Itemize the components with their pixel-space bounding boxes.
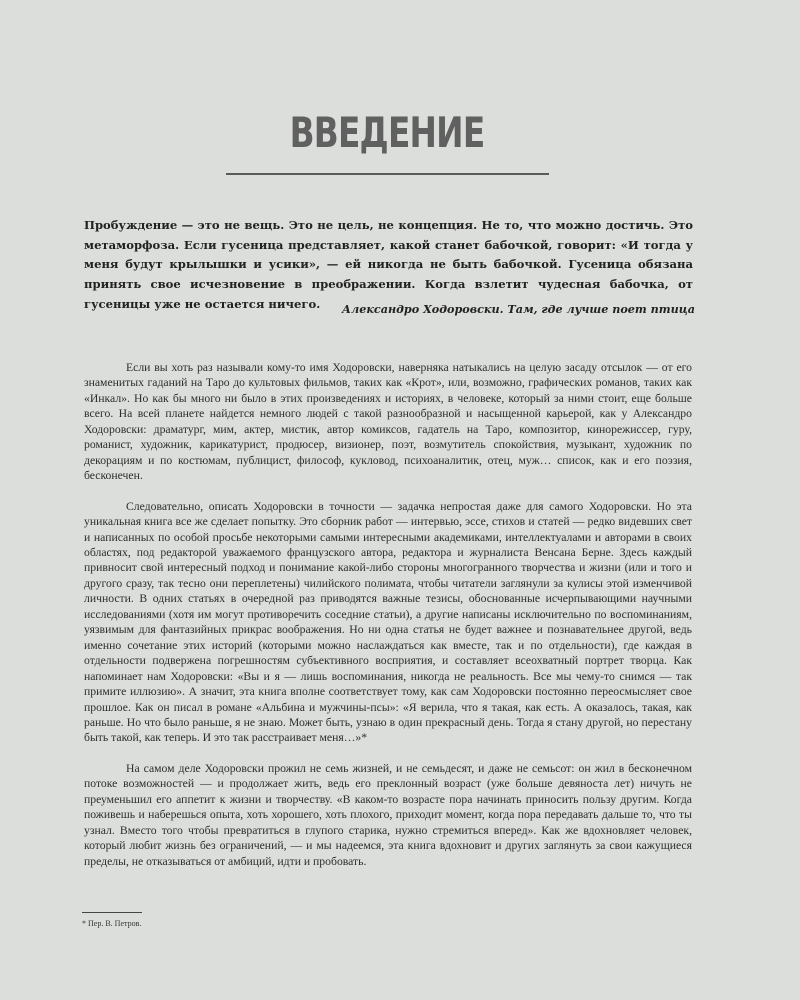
chapter-title: ВВЕДЕНИЕ	[289, 108, 485, 157]
body-text	[84, 360, 692, 884]
body-paragraph-3: На самом деле Ходоровски прожил не семь жизней, и не семьдесят, и даже не семьсот: он жил в бесконечном потоке возможностей — и продолжает жить, ведь его преклонный возраст (уже больше девяноста лет) ничуть не преуменьшил его аппетит к жизни и творчеству. «В каком-то возрасте пора начинать приносить пользу другим. Когда поживешь и наберешься опыта, хоть хорошего, хоть плохого, приходит момент, когда пора передавать дальше то, что ты узнал. Вместо того чтобы превратиться в глупого старика, нужно стремиться вперед». Как же вдохновляет человек, который любит жизнь без ограничений, — и мы надеемся, эта книга вдохновит и других заглянуть за свои кажущиеся пределы, не отказываться от амбиций, идти и пробовать.	[84, 761, 692, 868]
body-paragraph-1: Если вы хоть раз называли кому-то имя Ходоровски, наверняка натыкались на целую засаду отсылок — от его знаменитых гаданий на Таро до культовых фильмов, таких как «Крот», или, возможно, графических романов, таких как «Инкал». Но как бы много ни было в этих произведениях и историях, в человеке, который за ними стоит, еще больше всего. На всей планете найдется немного людей с такой разнообразной и насыщенной карьерой, как у Александро Ходоровски: драматург, мим, актер, мистик, автор комиксов, гадатель на Таро, композитор, кинорежиссер, гуру, романист, художник, карикатурист, продюсер, визионер, поэт, возмутитель спокойствия, музыкант, художник по декорациям и по костюмам, публицист, философ, кукловод, психоаналитик, отец, муж… список, как и его поэзия, бесконечен.	[84, 361, 692, 483]
epigraph-attribution: Александро Ходоровски. Там, где лучше поет птица	[341, 302, 695, 316]
footnote-divider	[82, 912, 142, 913]
title-divider	[226, 173, 549, 175]
epigraph-text: Пробуждение — это не вещь. Это не цель, не концепция. Не то, что можно достичь. Это метаморфоза. Если гусеница представляет, какой станет бабочкой, говорит: «И тогда у меня будут крылышки и усики», — ей никогда не быть бабочкой. Гусеница обязана принять свое исчезновение в преображении. Когда взлетит чудесная бабочка, от гусеницы уже не остается ничего.	[84, 218, 693, 311]
body-paragraph-2: Следовательно, описать Ходоровски в точности — задачка непростая даже для самого Ходоровски. Но эта уникальная книга все же сделает попытку. Это сборник работ — интервью, эссе, стихов и статей — редко видевших свет и написанных по особой просьбе некоторыми самыми интересными академиками, интеллектуалами и авторами в своих областях, под редакторой уважаемого французского автора, редактора и журналиста Венсана Берне. Здесь каждый привносит свой интересный подход и понимание какой-либо стороны многогранного творчества и жизни (или и того и другого сразу, так тесно они переплетены) чилийского полимата, чтобы читатели заглянули за кулисы этой изменчивой личности. В одних статьях в очередной раз приводятся важные тезисы, обоснованные исчерпывающими научными исследованиями (хотя им могут противоречить соседние статьи), а другие написаны исключительно по воспоминаниям, уязвимым для фантазийных прикрас воображения. Но ни одна статья не будет важнее и познавательнее другой, ведь именно сочетание этих историй (которыми можно наслаждаться как вместе, так и по отдельности), где каждая в отдельности подвержена погрешностям субъективного восприятия, и составляет всеохватный портрет творца. Как напоминает нам Ходоровски: «Вы и я — лишь воспоминания, никогда не реальность. Все мы чему-то снимся — так примите иллюзию». А значит, эта книга вполне соответствует тому, как сам Ходоровски постоянно переосмысляет свое прошлое. Как он писал в романе «Альбина и мужчины-псы»: «Я верила, что я такая, как есть. А оказалось, такая, как раньше. Но что было раньше, я не знаю. Может быть, узнаю в один прекрасный день. Тогда я стану другой, но перестану быть такой, как теперь. И это так расстраивает меня…»*	[84, 499, 692, 745]
footnote: * Пер. В. Петров.	[82, 919, 142, 928]
